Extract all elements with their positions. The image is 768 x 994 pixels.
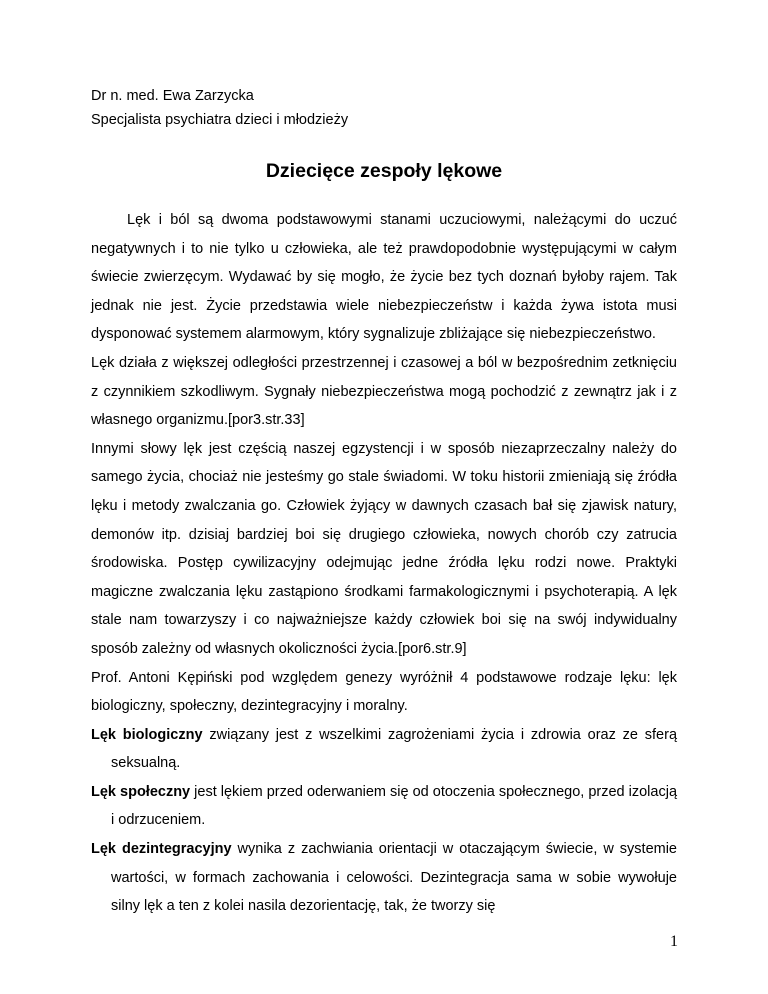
paragraph-pain-vs-anxiety: Lęk działa z większej odległości przestrzennej i czasowej a ból w bezpośrednim zetknięciu z czynnikiem szkodliwym. Sygnały niebezpieczeństwa mogą pochodzić z zewnątrz jak i z własnego organizmu.[por3.str.33] [91, 354, 677, 429]
paragraph-existence: Innymi słowy lęk jest częścią naszej egzystencji i w sposób niezaprzeczalny należy do samego życia, chociaż nie jesteśmy go stale świadomi. W toku historii zmieniają się źródła lęku i metody zwalczania go. Człowiek żyjący w dawnych czasach bał się zjawisk natury, demonów itp. dzisiaj bardziej boi się drugiego człowieka, nowych chorób czy zatrucia środowiska. Postęp cywilizacyjny odejmując jedne źródła lęku rodzi nowe. Praktyki magiczne zwalczania lęku zastąpiono środkami farmakologicznymi i psychoterapią. A lęk stale nam towarzyszy i co najważniejsze każdy człowiek boi się na swój indywidualny sposób zależny od własnych okoliczności życia.[por6.str.9] [91, 440, 677, 657]
author-name: Dr n. med. Ewa Zarzycka [91, 88, 254, 104]
anxiety-type-biological [91, 721, 677, 778]
author-block [91, 84, 348, 132]
anxiety-type-description: jest lękiem przed oderwaniem się od otoczenia społecznego, przed izolacją i odrzuceniem. [111, 783, 678, 829]
paragraph-kepinski: Prof. Antoni Kępiński pod względem genezy wyróżnił 4 podstawowe rodzaje lęku: lęk biologiczny, społeczny, dezintegracyjny i moralny. [91, 669, 677, 715]
anxiety-type-description: związany jest z wszelkimi zagrożeniami życia i zdrowia oraz ze sferą seksualną. [111, 726, 678, 772]
anxiety-type-description: wynika z zachwiania orientacji w otaczającym świecie, w systemie wartości, w formach zachowania i celowości. Dezintegracja sama w sobie wywołuje silny lęk a ten z kolei nasila dezorientację, tak, że tworzy się [111, 841, 677, 915]
document-title: Dziecięce zespoły lękowe [265, 160, 503, 182]
page-number: 1 [670, 933, 678, 950]
anxiety-type-term: Lęk dezintegracyjny [91, 841, 232, 858]
anxiety-type-term: Lęk społeczny [91, 783, 191, 800]
paragraph-intro: Lęk i ból są dwoma podstawowymi stanami uczuciowymi, należącymi do uczuć negatywnych i to nie tylko u człowieka, ale też prawdopodobnie występującymi w całym świecie zwierzęcym. Wydawać by się mogło, że życie bez tych doznań byłoby rajem. Tak jednak nie jest. Życie przedstawia wiele niebezpieczeństw i każda żywa istota musi dysponować systemem alarmowym, który sygnalizuje zbliżające się niebezpieczeństwo. [91, 212, 677, 343]
document-body [91, 206, 677, 921]
anxiety-type-term: Lęk biologiczny [91, 726, 203, 743]
author-specialty: Specjalista psychiatra dzieci i młodzieży [91, 112, 349, 128]
anxiety-type-social [91, 778, 677, 835]
anxiety-type-disintegration [91, 835, 677, 921]
